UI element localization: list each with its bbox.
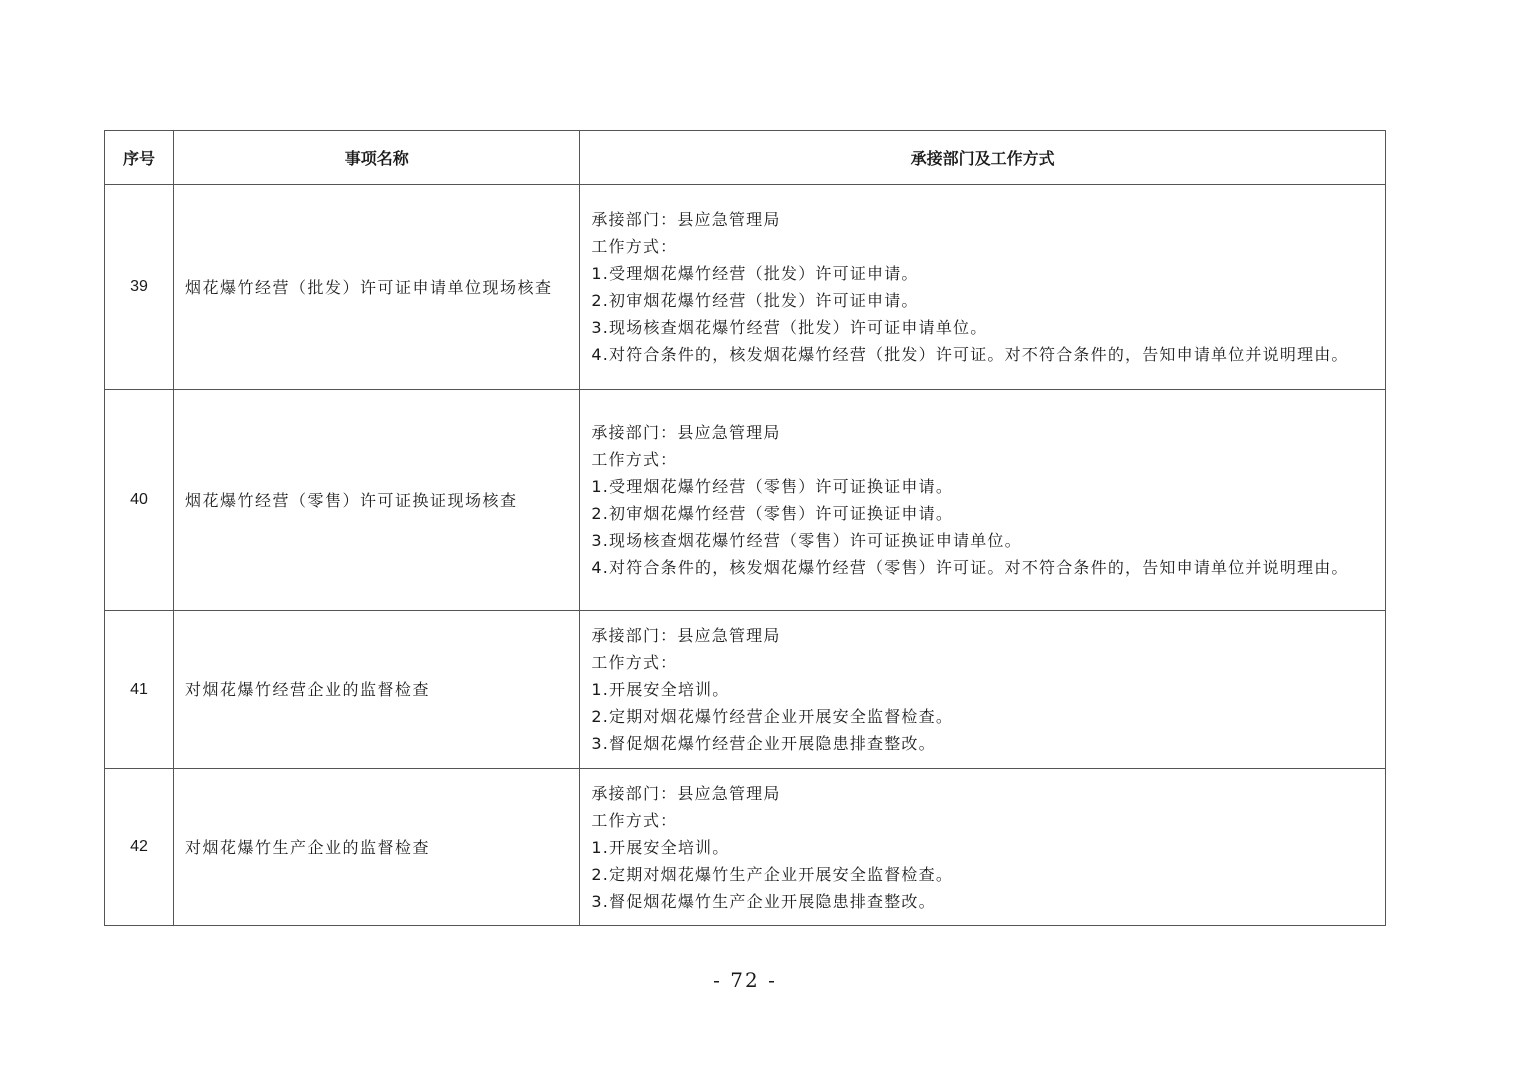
dept-line: 3.现场核查烟花爆竹经营（批发）许可证申请单位。 [591,318,988,337]
dept-line: 2.定期对烟花爆竹经营企业开展安全监督检查。 [591,707,954,726]
table-row [105,769,1386,926]
header-dept: 承接部门及工作方式 [580,131,1386,185]
dept-line: 承接部门：县应急管理局 [591,423,781,442]
dept-line: 承接部门：县应急管理局 [591,210,781,229]
dept-line: 2.定期对烟花爆竹生产企业开展安全监督检查。 [591,864,954,884]
page-number: - 72 - [713,968,777,992]
dept-line: 承接部门：县应急管理局 [591,626,781,645]
dept-line: 3.督促烟花爆竹生产企业开展隐患排查整改。 [591,891,936,911]
dept-line: 承接部门：县应急管理局 [591,783,781,803]
dept-line: 工作方式： [591,450,678,469]
dept-line: 1.开展安全培训。 [591,837,730,857]
dept-line: 2.初审烟花爆竹经营（批发）许可证申请。 [591,291,919,310]
dept-line: 1.开展安全培训。 [591,680,730,699]
matters-table [104,130,1386,926]
header-seq: 序号 [105,131,174,185]
dept-line: 工作方式： [591,237,678,256]
row-dept-method [580,769,1386,926]
table-header-row [105,131,1386,185]
table-row [105,390,1386,611]
table-row [105,611,1386,769]
dept-line: 4.对符合条件的，核发烟花爆竹经营（批发）许可证。对不符合条件的，告知申请单位并说明理由。 [591,345,1349,364]
row-seq: 39 [105,185,174,390]
row-item-name: 烟花爆竹经营（批发）许可证申请单位现场核查 [174,185,580,390]
dept-line: 工作方式： [591,653,678,672]
header-name: 事项名称 [174,131,580,185]
row-item-name: 烟花爆竹经营（零售）许可证换证现场核查 [174,390,580,611]
dept-line: 3.督促烟花爆竹经营企业开展隐患排查整改。 [591,734,936,753]
row-seq: 40 [105,390,174,611]
row-dept-method [580,390,1386,611]
row-dept-method [580,611,1386,769]
dept-line: 1.受理烟花爆竹经营（零售）许可证换证申请。 [591,477,954,496]
dept-line: 1.受理烟花爆竹经营（批发）许可证申请。 [591,264,919,283]
row-item-name: 对烟花爆竹经营企业的监督检查 [174,611,580,769]
dept-line: 工作方式： [591,810,678,830]
row-seq: 41 [105,611,174,769]
dept-line: 2.初审烟花爆竹经营（零售）许可证换证申请。 [591,504,954,523]
dept-line: 4.对符合条件的，核发烟花爆竹经营（零售）许可证。对不符合条件的，告知申请单位并说明理由。 [591,558,1349,577]
row-item-name: 对烟花爆竹生产企业的监督检查 [174,769,580,926]
row-seq: 42 [105,769,174,926]
table-row [105,185,1386,390]
dept-line: 3.现场核查烟花爆竹经营（零售）许可证换证申请单位。 [591,531,1022,550]
row-dept-method [580,185,1386,390]
